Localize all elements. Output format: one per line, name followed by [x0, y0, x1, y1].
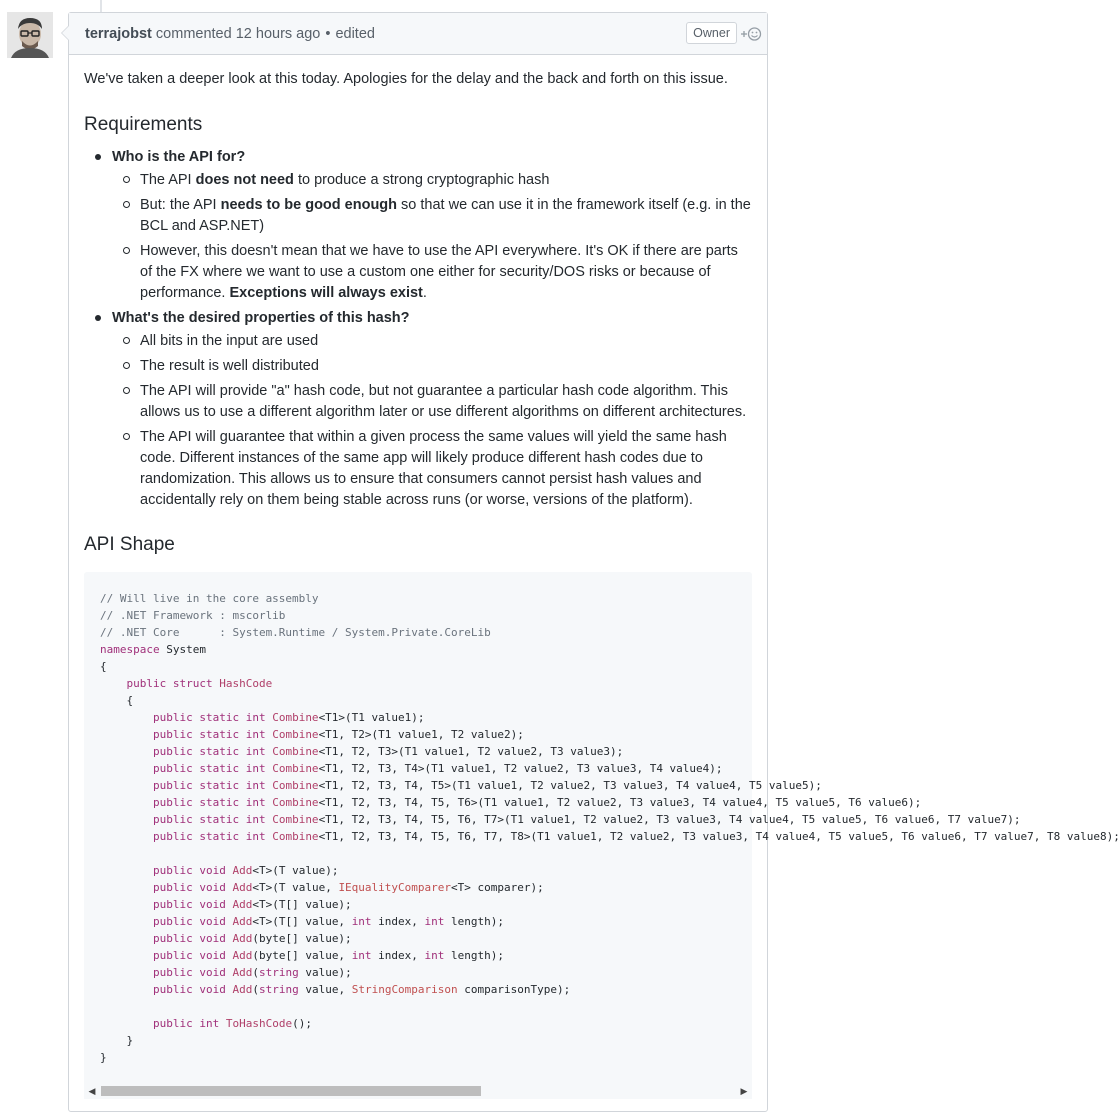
code-keyword: public static int [152, 779, 266, 792]
comment-timestamp[interactable]: 12 hours ago [235, 25, 321, 42]
code-keyword: public void [152, 983, 226, 996]
code-identifier: Add [225, 864, 253, 877]
code-keyword: string [258, 983, 299, 996]
code-keyword: public void [152, 898, 226, 911]
code-identifier: Add [225, 949, 253, 962]
comment-header [69, 13, 767, 55]
code-identifier: Add [225, 932, 253, 945]
text-span: But: the API [140, 197, 221, 213]
code-identifier: Add [225, 898, 253, 911]
code-identifier: Add [225, 983, 253, 996]
code-text: (byte[] value); [252, 932, 352, 945]
list-item: The result is well distributed [140, 356, 752, 377]
code-keyword: public void [152, 881, 226, 894]
list-item [140, 170, 752, 191]
code-keyword: namespace [100, 643, 160, 656]
code-text: (); [292, 1017, 312, 1030]
list-item: The API will provide "a" hash code, but not guarantee a particular hash code algorithm. This allows us to use a different algorithm later or use different algorithms on different architectures. [140, 381, 752, 423]
code-keyword: public void [152, 932, 226, 945]
code-keyword: string [258, 966, 299, 979]
code-text: length); [444, 915, 505, 928]
code-text: ( [252, 983, 259, 996]
code-identifier: Add [225, 966, 253, 979]
code-identifier: Combine [265, 830, 319, 843]
separator-dot: • [325, 25, 331, 42]
list-item: All bits in the input are used [140, 331, 752, 352]
code-text: } [100, 1051, 107, 1064]
code-text: System [159, 643, 206, 656]
code-text: <T>(T[] value, [252, 915, 352, 928]
list-item: The API will guarantee that within a given process the same values will yield the same hash code. Different instances of the same app will likely produce different hash codes due to randomization. This allows us to ensure that consumers cannot persist hash values and accidentally rely on them being stable across runs (or worse, versions of the platform). [140, 427, 752, 511]
code-identifier: Combine [265, 711, 319, 724]
scroll-left-arrow-icon[interactable]: ◀ [88, 1085, 96, 1096]
text-span: The API [140, 172, 196, 188]
smiley-plus-icon [740, 26, 762, 42]
question-who: Who is the API for? [112, 149, 246, 165]
code-text: ( [252, 966, 259, 979]
sub-list [112, 170, 752, 304]
scrollbar-thumb[interactable] [101, 1086, 481, 1096]
code-text: index, [371, 949, 425, 962]
code-type: IEqualityComparer [338, 881, 452, 894]
text-span: However, this doesn't mean that we have to use the API everywhere. It's OK if there are parts of the FX where we want to use a custom one either for security/DOS risks or because of performance. [140, 243, 738, 301]
comment-box [68, 12, 1120, 1112]
code-text: <T1, T2, T3, T4>(T1 value1, T2 value2, T3 value3, T4 value4); [318, 762, 723, 775]
code-keyword: public int [152, 1017, 220, 1030]
code-content [84, 572, 1120, 1080]
code-keyword: public static int [152, 813, 266, 826]
code-comment: // .NET Core : System.Runtime / System.Private.CoreLib [100, 626, 491, 639]
code-keyword: public static int [152, 745, 266, 758]
requirements-heading: Requirements [84, 114, 203, 135]
code-text: } [100, 1034, 134, 1047]
code-indent [100, 677, 127, 690]
bold-text: Exceptions will always exist [229, 285, 423, 301]
code-text: { [100, 694, 134, 707]
code-identifier: Add [225, 915, 253, 928]
code-comment: // .NET Framework : mscorlib [100, 609, 286, 622]
code-identifier: Combine [265, 813, 319, 826]
add-reaction-button[interactable] [739, 24, 763, 44]
code-text: <T>(T value); [252, 864, 339, 877]
code-text: <T1, T2, T3, T4, T5, T6>(T1 value1, T2 value2, T3 value3, T4 value4, T5 value5, T6 value6); [318, 796, 922, 809]
avatar[interactable] [7, 12, 53, 58]
code-text: value, [298, 983, 352, 996]
code-keyword: public void [152, 864, 226, 877]
code-keyword: public static int [152, 728, 266, 741]
owner-badge: Owner [686, 22, 737, 44]
comment-action: commented [155, 25, 232, 42]
horizontal-scrollbar[interactable] [84, 1083, 752, 1099]
list-item [112, 308, 752, 511]
code-keyword: public static int [152, 796, 266, 809]
code-text: <T> comparer); [451, 881, 544, 894]
code-text: <T1, T2, T3>(T1 value1, T2 value2, T3 value3); [318, 745, 624, 758]
timeline-line [100, 0, 102, 12]
list-item [112, 147, 752, 304]
code-block [84, 572, 1120, 1099]
code-keyword: int [424, 915, 445, 928]
sub-list [112, 331, 752, 511]
code-text: value); [298, 966, 352, 979]
code-comment: // Will live in the core assembly [100, 592, 319, 605]
text-span: . [422, 285, 427, 301]
code-text: <T1, T2, T3, T4, T5>(T1 value1, T2 value2, T3 value3, T4 value4, T5 value5); [318, 779, 822, 792]
bold-text: does not need [195, 172, 294, 188]
code-keyword: public struct [126, 677, 213, 690]
bold-text: needs to be good enough [220, 197, 398, 213]
edited-link[interactable]: edited [335, 25, 375, 42]
code-keyword: public void [152, 966, 226, 979]
code-keyword: public static int [152, 830, 266, 843]
code-identifier: Combine [265, 762, 319, 775]
code-identifier: Combine [265, 728, 319, 741]
code-keyword: int [424, 949, 445, 962]
code-keyword: public static int [152, 762, 266, 775]
code-text: <T1, T2>(T1 value1, T2 value2); [318, 728, 524, 741]
code-identifier: Combine [265, 745, 319, 758]
text-span: to produce a strong cryptographic hash [293, 172, 550, 188]
code-text: <T>(T[] value); [252, 898, 352, 911]
api-shape-heading: API Shape [84, 534, 175, 555]
question-properties: What's the desired properties of this hash? [112, 310, 410, 326]
avatar-image [7, 12, 53, 58]
text-span: so that we can use it in the framework itself (e.g. in the BCL and ASP.NET) [140, 197, 751, 234]
code-text: <T>(T value, [252, 881, 339, 894]
code-identifier: Combine [265, 779, 319, 792]
requirements-list [84, 147, 752, 511]
code-text: length); [444, 949, 505, 962]
list-item [140, 241, 752, 304]
code-identifier: Combine [265, 796, 319, 809]
code-keyword: public void [152, 949, 226, 962]
code-text: <T1, T2, T3, T4, T5, T6, T7, T8>(T1 value1, T2 value2, T3 value3, T4 value4, T5 value5, T6 value6, T7 value7, T8 value8); [318, 830, 1120, 843]
intro-paragraph: We've taken a deeper look at this today. Apologies for the delay and the back and forth on this issue. [84, 71, 728, 87]
code-identifier: ToHashCode [219, 1017, 293, 1030]
code-identifier: HashCode [212, 677, 273, 690]
author-link[interactable]: terrajobst [85, 25, 152, 42]
comment-body [69, 69, 1120, 1099]
code-keyword: public void [152, 915, 226, 928]
code-identifier: Add [225, 881, 253, 894]
scroll-right-arrow-icon[interactable]: ▶ [740, 1085, 748, 1096]
code-keyword: int [351, 915, 372, 928]
code-text: comparisonType); [457, 983, 571, 996]
code-keyword: public static int [152, 711, 266, 724]
code-keyword: int [351, 949, 372, 962]
code-text: <T1>(T1 value1); [318, 711, 425, 724]
code-text: <T1, T2, T3, T4, T5, T6, T7>(T1 value1, T2 value2, T3 value3, T4 value4, T5 value5, T6 value6, T7 value7); [318, 813, 1021, 826]
code-type: StringComparison [351, 983, 458, 996]
code-text: (byte[] value, [252, 949, 352, 962]
code-text: { [100, 660, 107, 673]
code-text: index, [371, 915, 425, 928]
list-item [140, 195, 752, 237]
